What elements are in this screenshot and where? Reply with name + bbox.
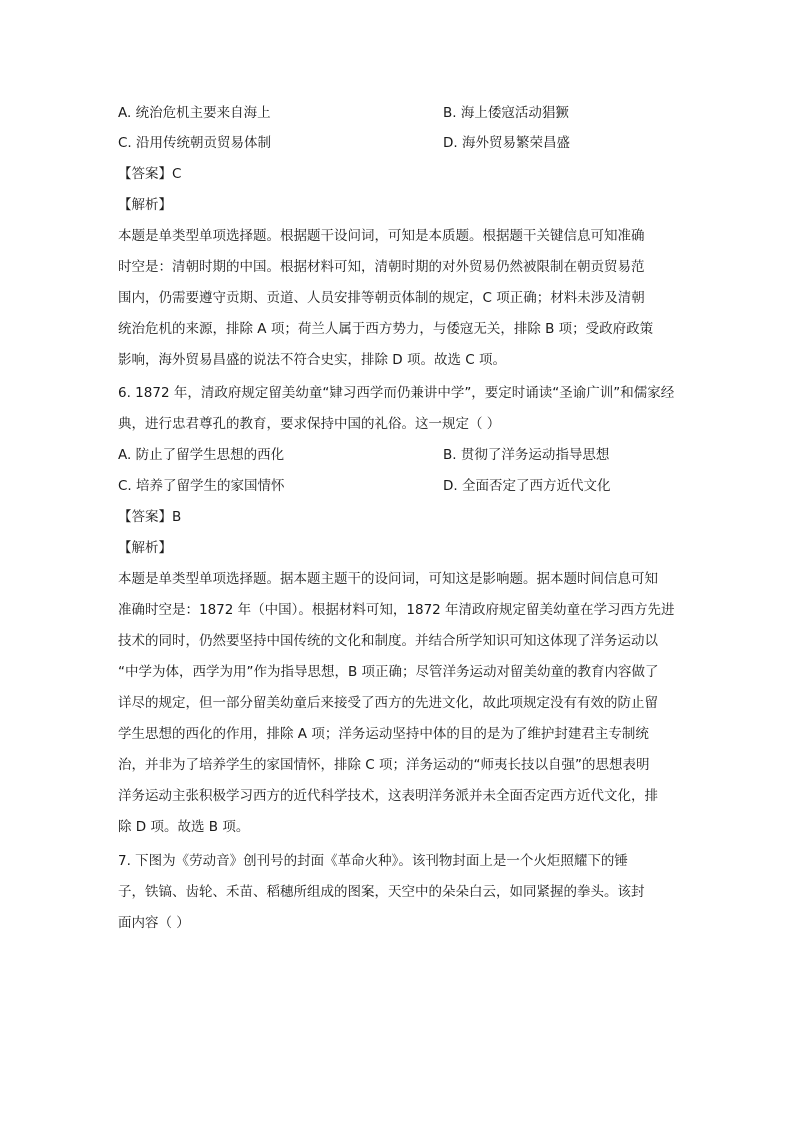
- q5-option-c: C. 沿用传统朝贡贸易体制: [118, 135, 272, 151]
- q6-option-c: C. 培养了留学生的家国情怀: [118, 478, 285, 494]
- q5-analysis-title: 【解析】: [118, 197, 172, 213]
- q7-stem-line: 子，铁镐、齿轮、禾苗、稻穗所组成的图案，天空中的朵朵白云，如同紧握的拳头。该封: [118, 884, 645, 900]
- q6-analysis-line: 洋务运动主张积极学习西方的近代科学技术，这表明洋务派并未全面否定西方近代文化，排: [118, 788, 658, 804]
- q6-analysis-line: “中学为体，西学为用”作为指导思想，B 项正确；尽管洋务运动对留美幼童的教育内容做了: [118, 664, 659, 680]
- q5-option-a: A. 统治危机主要来自海上: [118, 105, 271, 121]
- q5-option-b: B. 海上倭寇活动猖獗: [443, 105, 569, 121]
- q5-analysis-line: 围内，仍需要遵守贡期、贡道、人员安排等朝贡体制的规定，C 项正确；材料未涉及清朝: [118, 290, 645, 306]
- q7-stem-line: 7. 下图为《劳动音》创刊号的封面《革命火种》。该刊物封面上是一个火炬照耀下的锤: [118, 853, 628, 869]
- q6-analysis-line: 学生思想的西化的作用，排除 A 项；洋务运动坚持中体的目的是为了维护封建君主专制统: [118, 726, 649, 742]
- q5-analysis-line: 统治危机的来源，排除 A 项；荷兰人属于西方势力，与倭寇无关，排除 B 项；受政府政策: [118, 321, 654, 337]
- q6-option-d: D. 全面否定了西方近代文化: [443, 478, 611, 494]
- q6-stem-line: 6. 1872 年，清政府规定留美幼童“肄习西学而仍兼讲中学”，要定时诵读“圣谕广训”和儒家经: [118, 385, 675, 401]
- q6-answer: 【答案】B: [118, 509, 182, 525]
- q6-option-a: A. 防止了留学生思想的西化: [118, 447, 285, 463]
- q6-stem-line: 典，进行忠君尊孔的教育，要求保持中国的礼俗。这一规定（ ）: [118, 416, 501, 432]
- q5-analysis-line: 时空是：清朝时期的中国。根据材料可知，清朝时期的对外贸易仍然被限制在朝贡贸易范: [118, 259, 645, 275]
- q6-analysis-line: 详尽的规定，但一部分留美幼童后来接受了西方的先进文化，故此项规定没有有效的防止留: [118, 695, 658, 711]
- q6-analysis-line: 治，并非为了培养学生的家国情怀，排除 C 项；洋务运动的“师夷长技以自强”的思想表明: [118, 757, 650, 773]
- q6-analysis-line: 本题是单类型单项选择题。据本题主题干的设问词，可知这是影响题。据本题时间信息可知: [118, 571, 658, 587]
- q6-analysis-line: 技术的同时，仍然要坚持中国传统的文化和制度。并结合所学知识可知这体现了洋务运动以: [118, 633, 658, 649]
- q5-analysis-line: 影响，海外贸易昌盛的说法不符合史实，排除 D 项。故选 C 项。: [118, 352, 506, 368]
- q5-option-d: D. 海外贸易繁荣昌盛: [443, 135, 570, 151]
- q6-analysis-line: 除 D 项。故选 B 项。: [118, 819, 250, 835]
- q5-analysis-line: 本题是单类型单项选择题。根据题干设问词，可知是本质题。根据题干关键信息可知准确: [118, 228, 645, 244]
- q7-stem-line: 面内容（ ）: [118, 915, 190, 931]
- q6-analysis-title: 【解析】: [118, 540, 172, 556]
- q5-answer: 【答案】C: [118, 166, 182, 182]
- q6-analysis-line: 准确时空是：1872 年（中国）。根据材料可知，1872 年清政府规定留美幼童在学习西方先进: [118, 602, 675, 618]
- q6-option-b: B. 贯彻了洋务运动指导思想: [443, 447, 610, 463]
